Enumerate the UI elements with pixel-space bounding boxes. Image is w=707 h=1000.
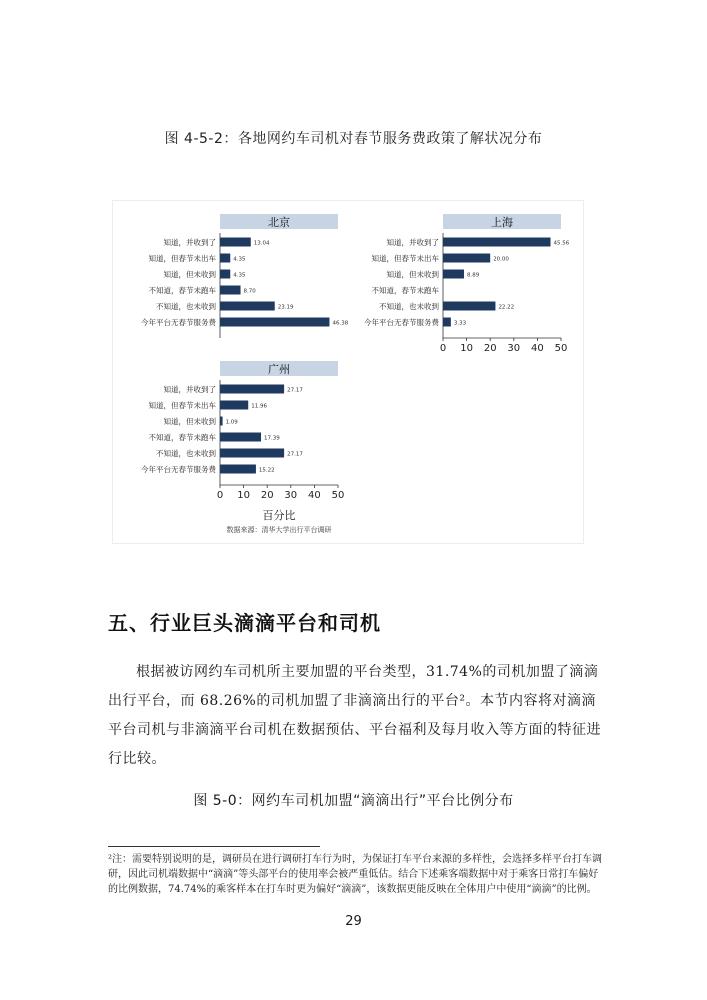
bar-value-label: 11.96 [251, 403, 267, 410]
x-tick-label: 10 [237, 490, 250, 501]
section-heading: 五、行业巨头滴滴平台和司机 [108, 611, 381, 635]
bar-value-label: 3.33 [453, 320, 467, 327]
bar [220, 433, 261, 442]
bar-value-label: 15.22 [258, 467, 275, 474]
category-label: 不知道，也未收到 [156, 302, 216, 311]
category-label: 今年平台无春节服务费 [364, 318, 439, 327]
bar-value-label: 22.22 [498, 304, 515, 311]
bar [220, 417, 223, 426]
x-tick-label: 20 [483, 343, 497, 354]
bar [443, 318, 451, 327]
category-label: 不知道，春节未跑车 [371, 286, 439, 295]
bar [443, 254, 490, 263]
category-label: 不知道，春节未跑车 [148, 433, 216, 442]
x-tick-label: 10 [460, 343, 473, 354]
source-note: 数据来源：清华大学出行平台调研 [226, 526, 332, 534]
x-tick-label: 50 [554, 343, 568, 354]
x-axis-title: 百分比 [262, 509, 296, 522]
x-tick-label: 20 [260, 490, 274, 501]
bar [220, 401, 248, 410]
chart-area [112, 200, 584, 544]
footnote: ²注：需要特别说明的是，调研员在进行调研打车行为时，为保证打车平台来源的多样性，会选择多样平台打车调研，因此司机端数据中“滴滴”等头部平台的使用率会被严重低估。结合下述乘客端数据中对于乘客日常打车偏好的比例数据，74.74%的乘客样本在打车时更为偏好“滴滴”，该数据更能反映在全体用户中使用“滴滴”的比例。 [108, 854, 603, 895]
x-tick-label: 0 [439, 343, 447, 354]
bar-value-label: 8.70 [243, 288, 256, 295]
figure-title: 图 4-5-2：各地网约车司机对春节服务费政策了解状况分布 [164, 131, 543, 147]
bar [220, 270, 230, 279]
body-paragraph: 根据被访网约车司机所主要加盟的平台类型，31.74%的司机加盟了滴滴出行平台，而 68.26%的司机加盟了非滴滴出行的平台²。本节内容将对滴滴平台司机与非滴滴平台司机在数据预估、平台福利及每月收入等方面的特征进行比较。 [108, 664, 601, 767]
x-tick-label: 40 [531, 343, 544, 354]
category-label: 知道，但春节未出车 [371, 254, 439, 263]
x-tick-label: 40 [308, 490, 321, 501]
figure-caption: 图 5-0：网约车司机加盟“滴滴出行”平台比例分布 [193, 793, 514, 809]
page-number: 29 [345, 914, 362, 929]
category-label: 知道，但春节未出车 [148, 401, 216, 410]
bar-value-label: 27.17 [287, 387, 303, 394]
x-tick-label: 30 [284, 490, 298, 501]
category-label: 知道，并收到了 [163, 385, 216, 394]
bar-value-label: 1.09 [225, 419, 238, 426]
category-label: 今年平台无春节服务费 [141, 318, 216, 327]
footnote-rule [108, 846, 320, 847]
panel-title: 广州 [268, 363, 290, 376]
bar-value-label: 4.35 [233, 272, 246, 279]
bar [220, 286, 241, 295]
x-tick-label: 30 [507, 343, 521, 354]
bar-value-label: 8.89 [466, 272, 480, 279]
chart-svg [113, 201, 583, 543]
bar [220, 385, 284, 394]
bar [220, 465, 256, 474]
bar [443, 302, 495, 311]
bar-value-label: 13.04 [253, 240, 270, 247]
bar [443, 238, 551, 247]
category-label: 知道，但春节未出车 [148, 254, 216, 263]
category-label: 知道，并收到了 [163, 238, 216, 247]
category-label: 不知道，春节未跑车 [148, 286, 216, 295]
x-tick-label: 50 [331, 490, 345, 501]
bar [220, 449, 284, 458]
category-label: 知道，并收到了 [386, 238, 439, 247]
bar-value-label: 4.35 [233, 256, 246, 263]
category-label: 不知道，也未收到 [156, 449, 216, 458]
bar-value-label: 23.19 [277, 304, 294, 311]
panel-title: 北京 [268, 216, 290, 229]
bar-value-label: 46.38 [332, 320, 349, 327]
bar-value-label: 27.17 [287, 451, 303, 458]
bar [220, 318, 329, 327]
category-label: 知道，但未收到 [163, 270, 216, 279]
bar [220, 254, 230, 263]
x-tick-label: 0 [216, 490, 224, 501]
category-label: 知道，但未收到 [163, 417, 216, 426]
bar [443, 270, 464, 279]
category-label: 不知道，也未收到 [379, 302, 439, 311]
bar [220, 302, 275, 311]
category-label: 知道，但未收到 [386, 270, 439, 279]
panel-title: 上海 [491, 216, 513, 229]
bar [220, 238, 251, 247]
bar-value-label: 45.56 [553, 240, 570, 247]
category-label: 今年平台无春节服务费 [141, 465, 216, 474]
bar-value-label: 17.39 [264, 435, 280, 442]
bar-value-label: 20.00 [493, 256, 509, 263]
